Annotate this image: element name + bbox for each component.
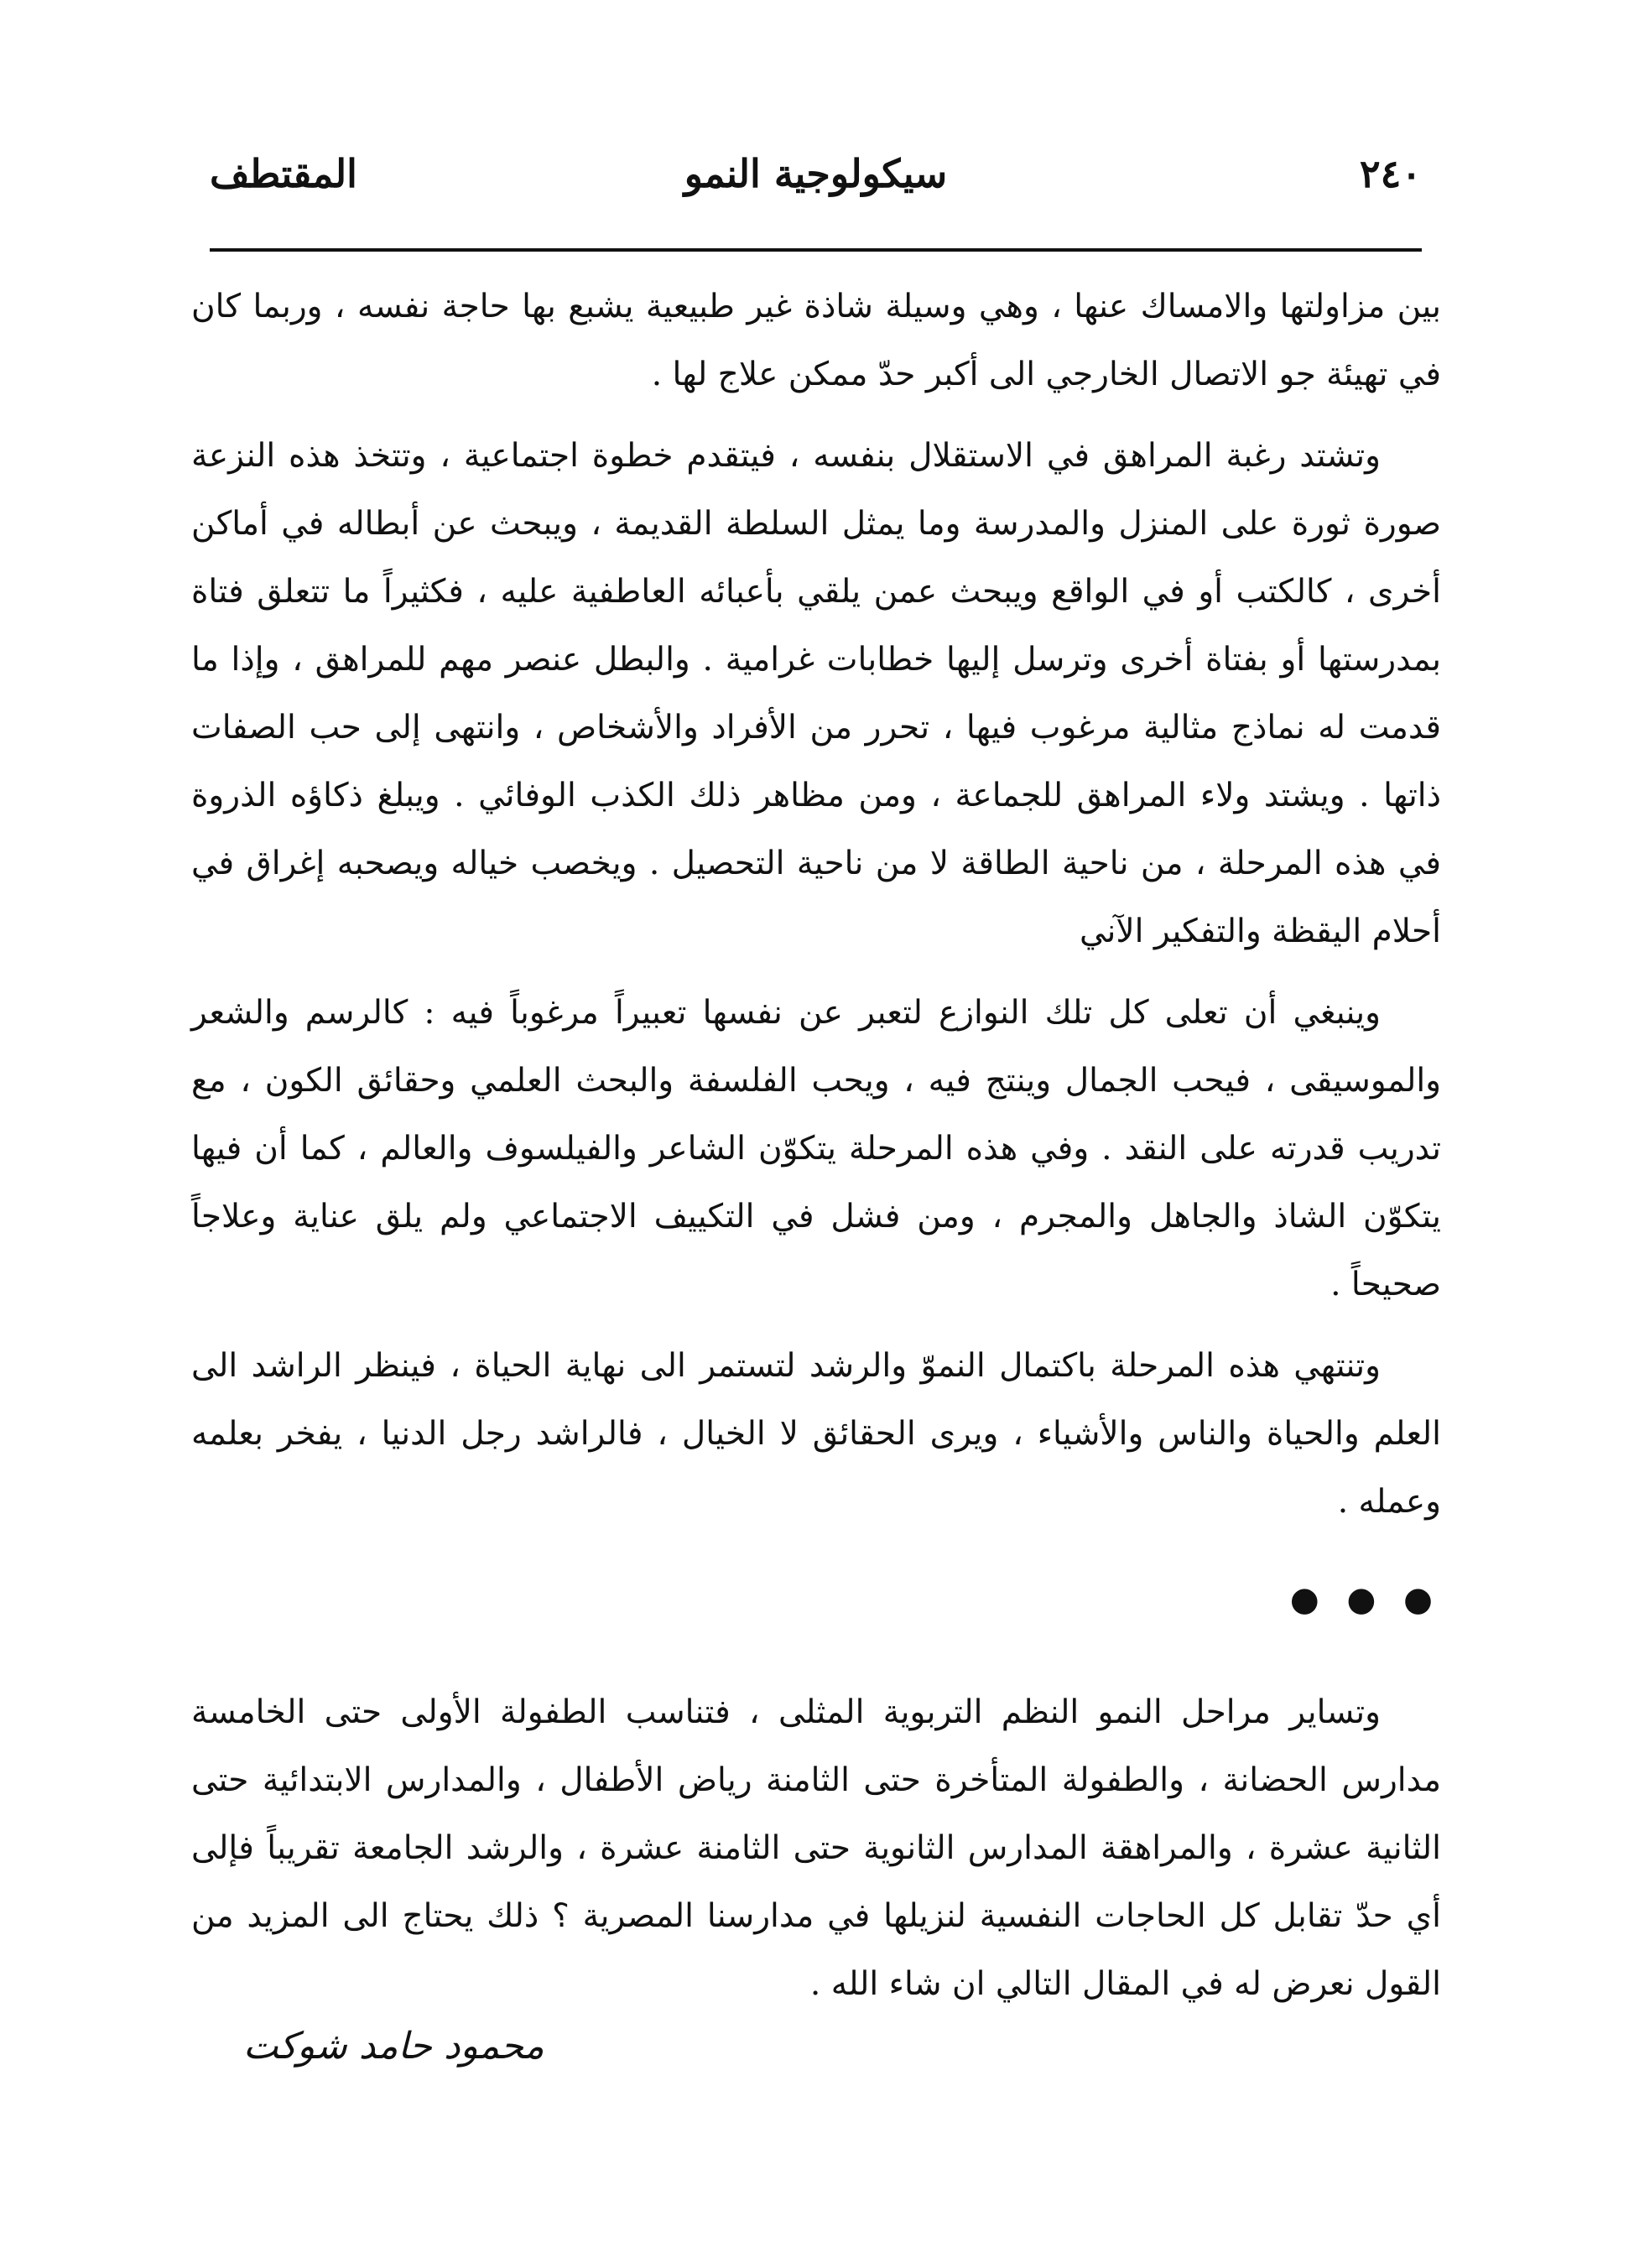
section-break-ornament: ● ● ● <box>1289 1580 1441 1619</box>
author-signature: محمود حامد شوكت <box>243 2025 544 2068</box>
paragraph-1: بين مزاولتها والامساك عنها ، وهي وسيلة شاذة غير طبيعية يشبع بها حاجة نفسه ، وربما كان في تهيئة جو الاتصال الخارجي الى أكبر حدّ ممكن علاج لها . <box>191 288 1441 393</box>
article-title: سيكولوجية النمو <box>684 151 948 196</box>
article-body <box>191 273 1441 2018</box>
journal-name: المقتطف <box>210 151 357 196</box>
paragraph-4: وتنتهي هذه المرحلة باكتمال النموّ والرشد لتستمر الى نهاية الحياة ، فينظر الراشد الى العلم والحياة والناس والأشياء ، ويرى الحقائق لا الخيال ، فالراشد رجل الدنيا ، يفخر بعلمه وعمله . <box>191 1347 1441 1521</box>
paragraph-2: وتشتد رغبة المراهق في الاستقلال بنفسه ، فيتقدم خطوة اجتماعية ، وتتخذ هذه النزعة صورة ثورة على المنزل والمدرسة وما يمثل السلطة القديمة ، ويبحث عن أبطاله في أماكن أخرى ، كالكتب أو في الواقع ويبحث عمن يلقي بأعبائه العاطفية عليه ، فكثيراً ما تتعلق فتاة بمدرستها أو بفتاة أخرى وترسل إليها خطابات غرامية . والبطل عنصر مهم للمراهق ، وإذا ما قدمت له نماذج مثالية مرغوب فيها ، تحرر من الأفراد والأشخاص ، وانتهى إلى حب الصفات ذاتها . ويشتد ولاء المراهق للجماعة ، ومن مظاهر ذلك الكذب الوفائي . ويبلغ ذكاؤه الذروة في هذه المرحلة ، من ناحية الطاقة لا من ناحية التحصيل . ويخصب خياله ويصحبه إغراق في أحلام اليقظة والتفكير الآني <box>191 437 1441 950</box>
closing-paragraph: وتساير مراحل النمو النظم التربوية المثلى ، فتناسب الطفولة الأولى حتى الخامسة مدارس الحضانة ، والطفولة المتأخرة حتى الثامنة رياض الأطفال ، والمدارس الابتدائية حتى الثانية عشرة ، والمراهقة المدارس الثانوية حتى الثامنة عشرة ، والرشد الجامعة تقريباً فإلى أي حدّ تقابل كل الحاجات النفسية لنزيلها في مدارسنا المصرية ؟ ذلك يحتاج الى المزيد من القول نعرض له في المقال التالي ان شاء الله . <box>191 1693 1441 2003</box>
page-number: ٢٤٠ <box>1359 151 1422 196</box>
paragraph-3: وينبغي أن تعلى كل تلك النوازع لتعبر عن نفسها تعبيراً مرغوباً فيه : كالرسم والشعر والموسيقى ، فيحب الجمال وينتج فيه ، ويحب الفلسفة والبحث العلمي وحقائق الكون ، مع تدريب قدرته على النقد . وفي هذه المرحلة يتكوّن الشاعر والفيلسوف والعالم ، كما أن فيها يتكوّن الشاذ والجاهل والمجرم ، ومن فشل في التكييف الاجتماعي ولم يلق عناية وعلاجاً صحيحاً . <box>191 994 1441 1303</box>
header-rule <box>210 248 1422 252</box>
running-head <box>210 144 1422 203</box>
